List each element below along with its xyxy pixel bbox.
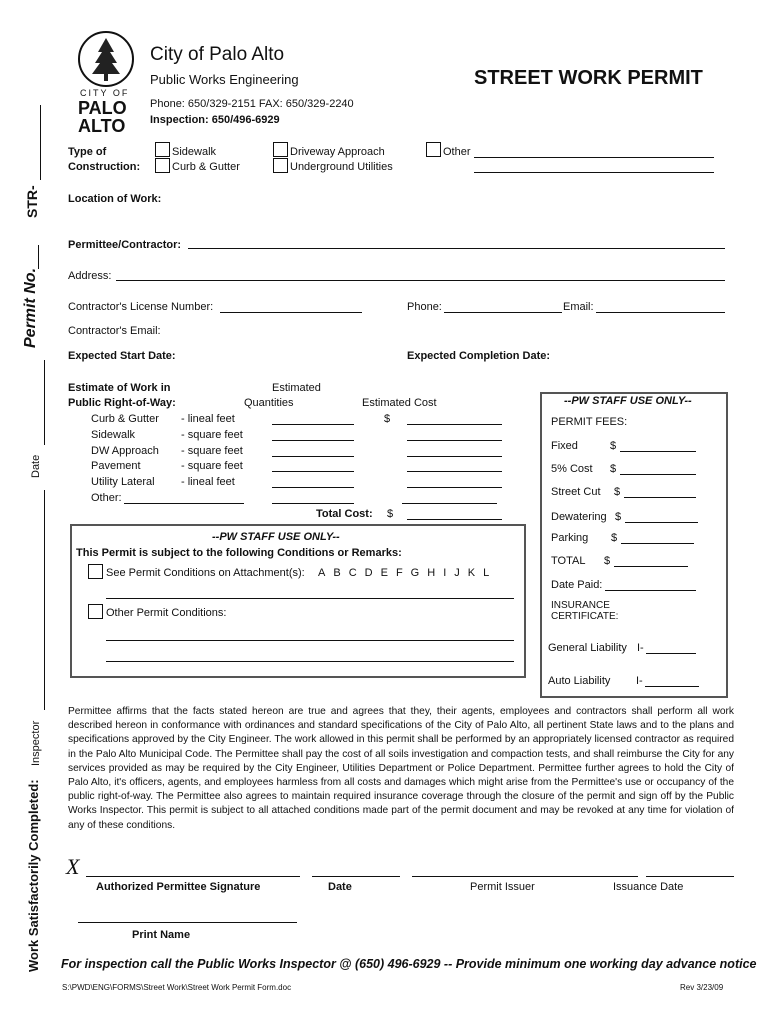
other-line-2[interactable] (474, 172, 714, 173)
address-field[interactable] (116, 280, 725, 281)
row-unit: - lineal feet (181, 413, 235, 425)
insurance-label-2: CERTIFICATE: (551, 611, 619, 622)
auto-liability-field[interactable] (645, 686, 699, 687)
dewatering-field[interactable] (625, 522, 698, 523)
insurance-label-1: INSURANCE (551, 600, 610, 611)
row-unit: - lineal feet (181, 476, 235, 488)
conditions-title: --PW STAFF USE ONLY-- (212, 531, 340, 543)
estimated-label: Estimated (272, 382, 321, 394)
other-label: Other (443, 146, 471, 158)
city-name: City of Palo Alto (150, 44, 285, 65)
fixed-field[interactable] (620, 451, 696, 452)
header-inspection: Inspection: 650/496-6929 (150, 114, 280, 126)
other-conditions-checkbox[interactable] (88, 604, 103, 619)
row-item: Other: (91, 492, 122, 504)
permittee-label: Permittee/Contractor: (68, 239, 182, 251)
affirmation-text: Permittee affirms that the facts stated hereon are true and agrees that they, their agents, employees and contractors shall perform all work described hereon in conformance with ordinances and standard specifications of the City of Palo Alto, all pertinent State laws and to the plans and specifications approved by the City Engineer. The work allowed in this permit shall be performed by an appropriately licensed contractor as required in the Palo Alto Municipal Code. The Permittee shall pay the cost of all soils investigation and compaction tests, and shall reimburse the City for any services provided as may be required by the City Engineer, Utilities Department or Police Department. Permittee further agrees to hold the City of Palo Alto, it's officers, agents, and employees harmless from all costs and damages which might arise from the Permittee's use or occupancy of the public right-of-way. The Permittee also agrees to maintain required insurance coverage through the closure of the permit and sign off by the Public Works Inspector. This permit is subject to all attached conditions made part of the permit document and may be revoked at any time for violation of any of these conditions. (68, 706, 734, 831)
str-line (40, 105, 41, 180)
cost-field[interactable] (407, 487, 502, 488)
inspector-line (44, 490, 45, 710)
attachment-letters (318, 567, 489, 580)
permit-no-label: Permit No. (22, 267, 39, 348)
permit-no-line (38, 245, 39, 269)
date-label: Date (30, 454, 42, 478)
letter[interactable]: K (467, 567, 476, 579)
phone-label: Phone: (407, 301, 442, 313)
sidewalk-checkbox[interactable] (155, 142, 170, 157)
estimated-cost-label: Estimated Cost (362, 397, 437, 409)
permittee-field[interactable] (188, 248, 725, 249)
staff-fees-title: --PW STAFF USE ONLY-- (564, 395, 692, 407)
estimate-title-1: Estimate of Work in (68, 382, 171, 394)
street-cut-label: Street Cut (551, 486, 601, 498)
permit-issuer-field[interactable] (412, 876, 638, 877)
signature-field[interactable] (86, 876, 300, 877)
general-liability-field[interactable] (646, 653, 696, 654)
parking-dollar: $ (611, 532, 618, 544)
parking-label: Parking (551, 532, 589, 544)
estimate-title-2: Public Right-of-Way: (68, 397, 176, 409)
other-checkbox[interactable] (426, 142, 441, 157)
date-line (44, 360, 45, 445)
letter[interactable]: C (348, 567, 357, 579)
dewatering-dollar: $ (615, 511, 622, 523)
address-label: Address: (68, 270, 112, 282)
total-cost-field[interactable] (407, 519, 502, 520)
permit-fees-label: PERMIT FEES: (551, 416, 628, 428)
signature-date-field[interactable] (312, 876, 400, 877)
cost5-dollar: $ (610, 463, 617, 475)
logo-palo: PALO (78, 98, 127, 118)
inspector-label: Inspector (30, 720, 42, 766)
other-conditions-label: Other Permit Conditions: (106, 607, 227, 619)
quantity-field[interactable] (272, 471, 354, 472)
print-name-field[interactable] (78, 922, 297, 923)
other-conditions-line-2[interactable] (106, 661, 514, 662)
letter[interactable]: D (364, 567, 373, 579)
total-label: TOTAL (551, 555, 586, 567)
logo-alto: ALTO (78, 116, 126, 136)
row-item: Utility Lateral (91, 476, 155, 488)
letter[interactable]: G (410, 567, 420, 579)
row-item: Sidewalk (91, 429, 136, 441)
total-dollar: $ (604, 555, 611, 567)
quantity-field[interactable] (272, 456, 354, 457)
date-sig-label: Date (328, 881, 352, 893)
other-item-field[interactable] (124, 503, 244, 504)
letter[interactable]: B (333, 567, 341, 579)
driveway-checkbox[interactable] (273, 142, 288, 157)
sidewalk-label: Sidewalk (172, 146, 217, 158)
quantity-field[interactable] (272, 424, 354, 425)
start-date-label: Expected Start Date: (68, 350, 176, 362)
cost-field[interactable] (407, 424, 502, 425)
completion-date-label: Expected Completion Date: (407, 350, 551, 362)
underground-label: Underground Utilities (290, 161, 393, 173)
cost-field[interactable] (407, 471, 502, 472)
phone-field[interactable] (444, 312, 562, 313)
location-label: Location of Work: (68, 193, 162, 205)
page-title: STREET WORK PERMIT (474, 67, 703, 89)
other-line-1[interactable] (474, 157, 714, 158)
auto-liability-label: Auto Liability (548, 675, 611, 687)
cost5-field[interactable] (620, 474, 696, 475)
see-attachment-label: See Permit Conditions on Attachment(s): (106, 567, 305, 579)
fixed-dollar: $ (610, 440, 617, 452)
driveway-label: Driveway Approach (290, 146, 385, 158)
curb-gutter-label: Curb & Gutter (172, 161, 240, 173)
construction-label-2: Construction: (68, 161, 141, 173)
date-paid-field[interactable] (605, 590, 696, 591)
cost5-label: 5% Cost (551, 463, 593, 475)
letter[interactable]: F (395, 567, 403, 579)
work-completed-label: Work Satisfactorily Completed: (26, 779, 41, 972)
city-logo (76, 30, 136, 134)
general-liability-label: General Liability (548, 642, 627, 654)
street-cut-field[interactable] (624, 497, 696, 498)
license-field[interactable] (220, 312, 362, 313)
row-item: DW Approach (91, 445, 159, 457)
issuance-date-label: Issuance Date (613, 881, 684, 893)
row-dollar: $ (384, 413, 391, 425)
other-conditions-line-1[interactable] (106, 640, 514, 641)
quantity-field[interactable] (272, 440, 354, 441)
letter[interactable]: E (380, 567, 388, 579)
fixed-label: Fixed (551, 440, 578, 452)
quantity-field[interactable] (272, 487, 354, 488)
construction-label-1: Type of (68, 146, 107, 158)
letter[interactable]: J (454, 567, 460, 579)
cost-field[interactable] (402, 503, 497, 504)
letter[interactable]: I (443, 567, 447, 579)
row-unit: - square feet (181, 429, 243, 441)
attachment-line[interactable] (106, 598, 514, 599)
total-cost-label: Total Cost: (316, 508, 373, 520)
cost-field[interactable] (407, 456, 502, 457)
tree-logo-icon (76, 30, 136, 88)
header-phone: Phone: 650/329-2151 FAX: 650/329-2240 (150, 98, 354, 110)
issuance-date-field[interactable] (646, 876, 734, 877)
row-item: Pavement (91, 460, 141, 472)
revision: Rev 3/23/09 (680, 983, 724, 992)
total-cost-dollar: $ (387, 508, 394, 520)
email-field[interactable] (596, 312, 725, 313)
conditions-subject: This Permit is subject to the following Conditions or Remarks: (76, 547, 402, 559)
inspection-notice: For inspection call the Public Works Inspector @ (650) 496-6929 -- Provide minimum one working day advance notice (61, 957, 757, 971)
row-item: Curb & Gutter (91, 413, 159, 425)
row-unit: - square feet (181, 445, 243, 457)
street-cut-dollar: $ (614, 486, 621, 498)
permit-issuer-label: Permit Issuer (470, 881, 535, 893)
quantity-field[interactable] (272, 503, 354, 504)
license-label: Contractor's License Number: (68, 301, 214, 313)
logo-city-of: CITY OF (80, 88, 130, 98)
signature-x: X (66, 854, 80, 879)
date-paid-label: Date Paid: (551, 579, 603, 591)
contractor-email-label: Contractor's Email: (68, 325, 161, 337)
letter[interactable]: L (483, 567, 490, 579)
see-attachment-checkbox[interactable] (88, 564, 103, 579)
letter[interactable]: A (318, 567, 326, 579)
str-label: STR- (24, 185, 40, 218)
total-field[interactable] (614, 566, 688, 567)
cost-field[interactable] (407, 440, 502, 441)
print-name-label: Print Name (132, 929, 191, 941)
auth-sig-label: Authorized Permittee Signature (96, 881, 261, 893)
file-path: S:\PWD\ENG\FORMS\Street Work\Street Work Permit Form.doc (62, 983, 292, 992)
row-unit: - square feet (181, 460, 243, 472)
curb-gutter-checkbox[interactable] (155, 158, 170, 173)
letter[interactable]: H (427, 567, 436, 579)
email-label: Email: (563, 301, 594, 313)
dewatering-label: Dewatering (551, 511, 607, 523)
auto-liability-prefix: I- (636, 675, 643, 687)
quantities-label: Quantities (244, 397, 294, 409)
department-name: Public Works Engineering (150, 72, 299, 87)
underground-checkbox[interactable] (273, 158, 288, 173)
parking-field[interactable] (621, 543, 694, 544)
general-liability-prefix: I- (637, 642, 644, 654)
